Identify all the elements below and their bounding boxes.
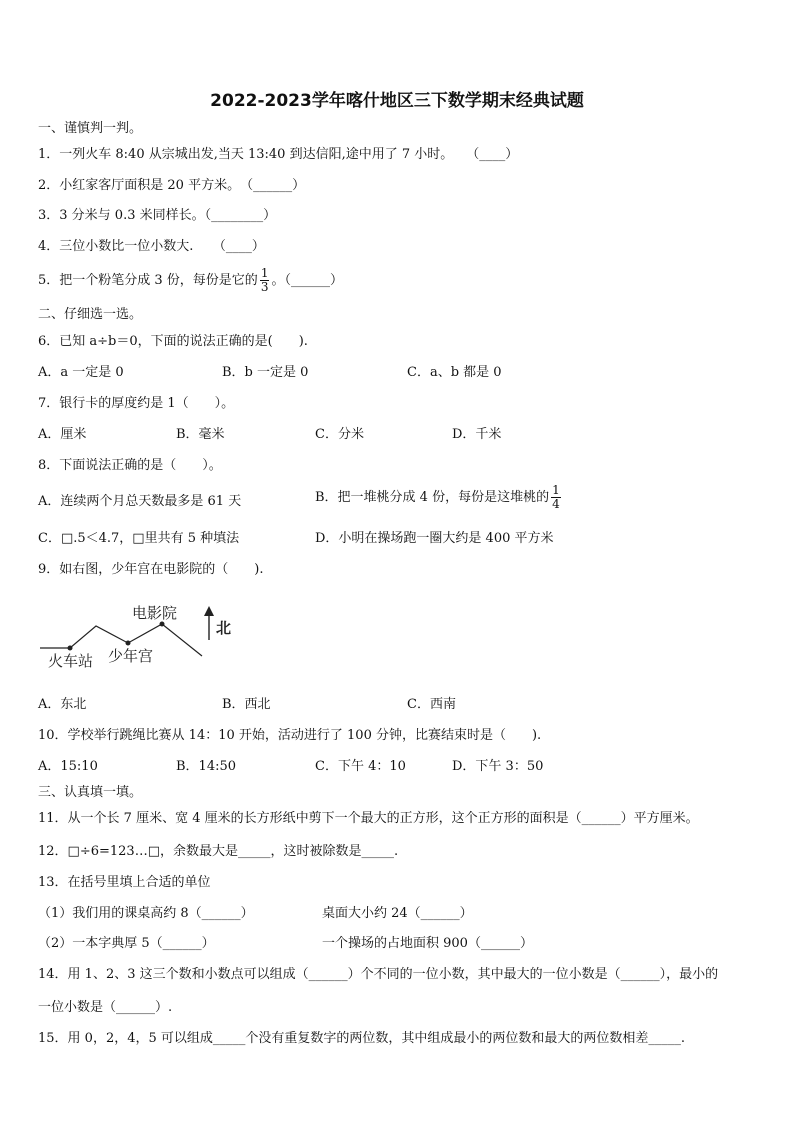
q7-option-d: D．千米 — [452, 427, 502, 442]
question-1: 1．一列火车 8:40 从宗城出发,当天 13:40 到达信阳,途中用了 7 小时。 （____） — [38, 147, 519, 162]
q13-row2-right: 一个操场的占地面积 900（______） — [322, 936, 533, 951]
question-8: 8．下面说法正确的是（ ）。 — [38, 458, 222, 473]
north-arrow-icon — [204, 606, 214, 616]
q7-option-b: B．毫米 — [176, 427, 225, 442]
q13-row1-left: （1）我们用的课桌高约 8（______） — [38, 906, 254, 921]
q8-option-d: D．小明在操场跑一圈大约是 400 平方米 — [315, 531, 554, 546]
q13-row2-left: （2）一本字典厚 5（______） — [38, 936, 215, 951]
palace-label: 少年宫 — [108, 647, 154, 665]
question-5-blank: 。（______） — [271, 273, 343, 288]
fraction-one-third: $\frac{1}{3}$ — [260, 266, 269, 294]
question-5 — [38, 267, 343, 294]
station-label: 火车站 — [48, 652, 94, 670]
q8-option-c: C．□.5＜4.7，□里共有 5 种填法 — [38, 531, 240, 546]
question-10: 10．学校举行跳绳比赛从 14：10 开始，活动进行了 100 分钟，比赛结束时是（ ). — [38, 728, 542, 743]
question-14-line-1: 14．用 1、2、3 这三个数和小数点可以组成（______）个不同的一位小数，其中最大的一位小数是（______），最小的 — [38, 967, 719, 982]
fraction-one-quarter: $\frac{1}{4}$ — [552, 483, 560, 511]
question-4: 4．三位小数比一位小数大. （____） — [38, 239, 265, 254]
section-heading-1: 一、谨慎判一判。 — [38, 121, 143, 136]
cinema-label: 电影院 — [132, 604, 178, 622]
station-dot — [68, 646, 73, 651]
question-14-line-2: 一位小数是（______）. — [38, 1000, 173, 1015]
question-15: 15．用 0，2，4，5 可以组成_____个没有重复数字的两位数，其中组成最小的两位数和最大的两位数相差_____. — [38, 1031, 686, 1046]
q9-map-figure — [38, 598, 248, 678]
question-2: 2．小红家客厅面积是 20 平方米。 （______） — [38, 178, 306, 193]
page-title: 2022-2023学年喀什地区三下数学期末经典试题 — [210, 91, 584, 111]
question-9: 9．如右图，少年宫在电影院的（ ). — [38, 562, 264, 577]
north-label: 北 — [216, 619, 232, 637]
q13-row1-right: 桌面大小约 24（______） — [322, 906, 473, 921]
q9-option-b: B．西北 — [222, 697, 271, 712]
q7-option-a: A．厘米 — [38, 427, 87, 442]
q6-option-c: C．a、b 都是 0 — [407, 365, 502, 380]
q10-option-a: A．15:10 — [38, 759, 98, 774]
q8-option-b: B．把一堆桃分成 4 份，每份是这堆桃的 $\frac{1}{4}$ — [315, 483, 560, 511]
question-13: 13．在括号里填上合适的单位 — [38, 875, 211, 890]
q10-option-b: B．14:50 — [176, 759, 237, 774]
question-3: 3．3 分米与 0.3 米同样长。（________） — [38, 208, 277, 223]
q8-option-a: A．连续两个月总天数最多是 61 天 — [38, 494, 242, 509]
question-7: 7．银行卡的厚度约是 1（ ）。 — [38, 396, 235, 411]
cinema-dot — [160, 622, 165, 627]
section-heading-3: 三、认真填一填。 — [38, 785, 143, 800]
question-12: 12．□÷6=123…□，余数最大是_____，这时被除数是_____. — [38, 844, 399, 859]
question-11: 11．从一个长 7 厘米、宽 4 厘米的长方形纸中剪下一个最大的正方形，这个正方形的面积是（______）平方厘米。 — [38, 811, 699, 826]
palace-dot — [126, 641, 131, 646]
q10-option-c: C．下午 4：10 — [315, 759, 406, 774]
question-6: 6．已知 a÷b＝0，下面的说法正确的是( ). — [38, 334, 308, 349]
q9-option-c: C．西南 — [407, 697, 456, 712]
q6-option-a: A．a 一定是 0 — [38, 365, 124, 380]
q9-option-a: A．东北 — [38, 697, 87, 712]
q10-option-d: D．下午 3：50 — [452, 759, 544, 774]
q7-option-c: C．分米 — [315, 427, 364, 442]
question-5-text: 5．把一个粉笔分成 3 份，每份是它的 — [38, 273, 258, 288]
section-heading-2: 二、仔细选一选。 — [38, 307, 143, 322]
q6-option-b: B．b 一定是 0 — [222, 365, 309, 380]
